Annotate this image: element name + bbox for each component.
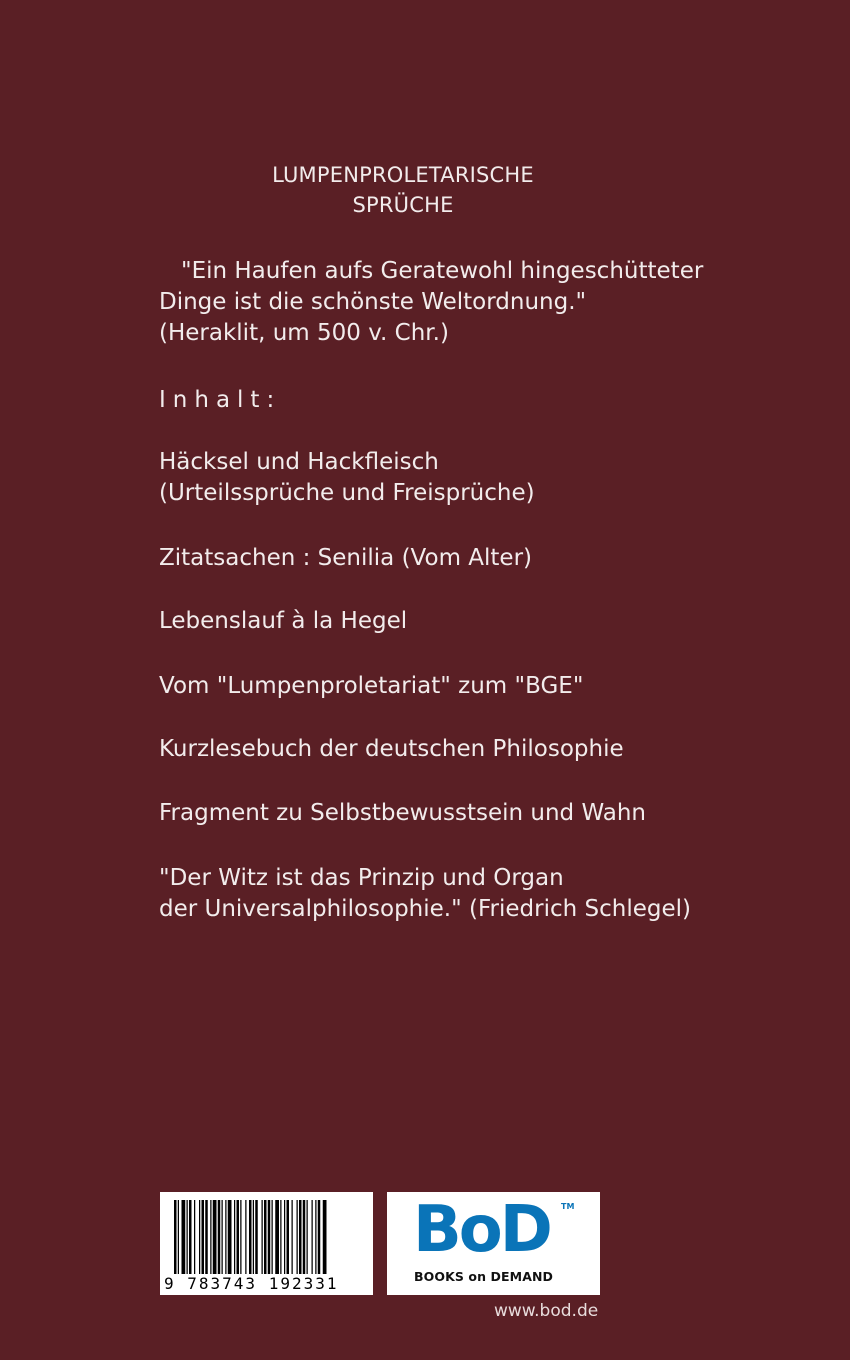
- book-title: [0, 160, 806, 220]
- epigraph: [159, 256, 704, 349]
- contents-item-subline: (Urteilssprüche und Freisprüche): [159, 480, 535, 506]
- closing-quote-line1: "Der Witz ist das Prinzip und Organ: [159, 865, 564, 891]
- contents-item-line: Fragment zu Selbstbewusstsein und Wahn: [159, 800, 646, 826]
- publisher-url: www.bod.de: [494, 1301, 599, 1321]
- contents-item: [159, 447, 535, 509]
- barcode-bars: [160, 1192, 373, 1276]
- book-title-line1: LUMPENPROLETARISCHE: [272, 163, 534, 187]
- contents-item: [159, 734, 624, 765]
- contents-item-line: Vom "Lumpenproletariat" zum "BGE": [159, 673, 584, 699]
- epigraph-line2: Dinge ist die schönste Weltordnung.": [159, 289, 587, 315]
- book-title-line2: SPRÜCHE: [352, 193, 454, 217]
- closing-quote-line2: der Universalphilosophie." (Friedrich Schlegel): [159, 896, 691, 922]
- contents-item: [159, 671, 583, 702]
- epigraph-source: (Heraklit, um 500 v. Chr.): [159, 320, 449, 346]
- barcode-number: 9 783743 192331: [164, 1274, 369, 1293]
- logo-tagline: BOOKS on DEMAND: [414, 1269, 554, 1284]
- logo-trademark: TM: [561, 1202, 575, 1211]
- contents-item-line: Lebenslauf à la Hegel: [159, 608, 408, 634]
- publisher-logo: [387, 1192, 600, 1295]
- contents-item: [159, 543, 532, 574]
- contents-item: [159, 606, 407, 637]
- logo-wordmark: BoD: [413, 1193, 550, 1267]
- epigraph-line1: "Ein Haufen aufs Geratewohl hingeschütteter: [181, 258, 704, 284]
- contents-item-line: Zitatsachen : Senilia (Vom Alter): [159, 545, 533, 571]
- contents-heading: Inhalt:: [159, 387, 282, 413]
- isbn-barcode: [160, 1192, 373, 1295]
- contents-item-line: Häcksel und Hackfleisch: [159, 449, 439, 475]
- contents-item: [159, 798, 646, 829]
- contents-item-line: Kurzlesebuch der deutschen Philosophie: [159, 736, 624, 762]
- closing-quote: [159, 863, 691, 925]
